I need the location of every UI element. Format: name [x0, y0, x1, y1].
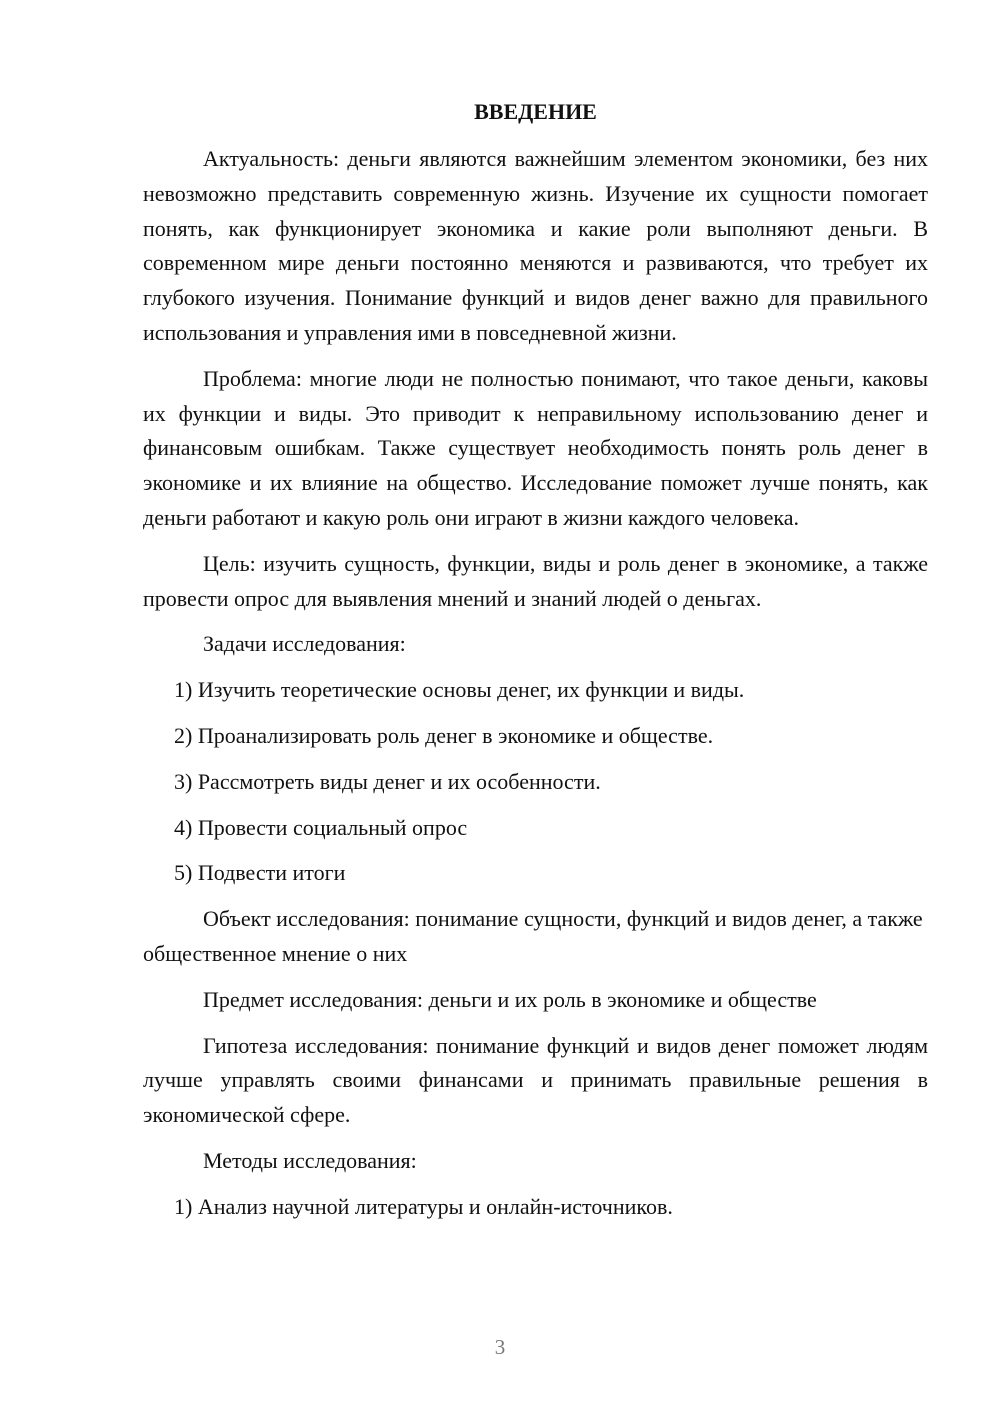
relevance-paragraph: Актуальность: деньги являются важнейшим элементом экономики, без них невозможно представить современную жизнь. Изучение их сущности помогает понять, как функционирует экономика и какие роли выполняют деньги. В современном мире деньги постоянно меняются и развиваются, что требует их глубокого изучения. Понимание функций и видов денег важно для правильного использования и управления ими в повседневной жизни.: [143, 146, 928, 345]
object-paragraph: Объект исследования: понимание сущности, функций и видов денег, а также общественное мнение о них: [143, 906, 923, 966]
problem-paragraph: Проблема: многие люди не полностью понимают, что такое деньги, каковы их функции и виды. Это приводит к неправильному использованию денег и финансовым ошибкам. Также существует необходимость понять роль денег в экономике и их влияние на общество. Исследование поможет лучше понять, как деньги работают и какую роль они играют в жизни каждого человека.: [143, 365, 928, 530]
list-item: 4) Провести социальный опрос: [174, 814, 468, 840]
list-item: 1) Анализ научной литературы и онлайн-источников.: [174, 1193, 673, 1219]
list-item: 2) Проанализировать роль денег в экономике и обществе.: [174, 722, 714, 748]
section-title: ВВЕДЕНИЕ: [474, 99, 597, 124]
methods-list: [143, 1190, 928, 1225]
list-item: 5) Подвести итоги: [174, 860, 346, 886]
tasks-heading: Задачи исследования:: [203, 631, 406, 657]
list-item: 3) Рассмотреть виды денег и их особенности.: [174, 768, 601, 794]
hypothesis-paragraph: Гипотеза исследования: понимание функций и видов денег поможет людям лучше управлять своими финансами и принимать правильные решения в экономической сфере.: [143, 1032, 928, 1128]
subject-paragraph: Предмет исследования: деньги и их роль в экономике и обществе: [203, 986, 817, 1012]
goal-paragraph: Цель: изучить сущность, функции, виды и роль денег в экономике, а также провести опрос для выявления мнений и знаний людей о деньгах.: [143, 550, 928, 611]
methods-heading: Методы исследования:: [203, 1147, 417, 1173]
page-number: 3: [494, 1335, 506, 1359]
tasks-list: [143, 673, 928, 891]
list-item: 1) Изучить теоретические основы денег, их функции и виды.: [174, 677, 745, 703]
document-body: [143, 142, 928, 1225]
